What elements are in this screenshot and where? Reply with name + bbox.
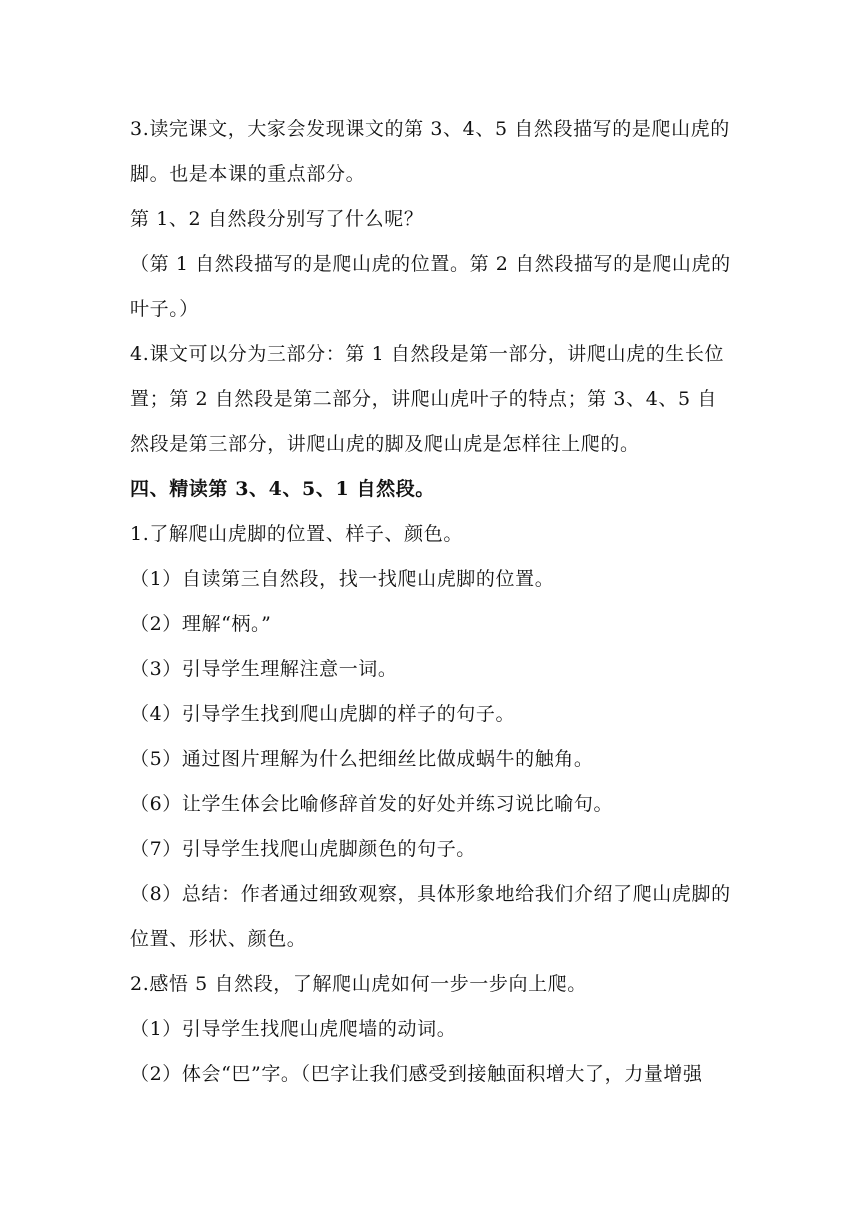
list-item-ba-character: （2）体会“巴”字。（巴字让我们感受到接触面积增大了，力量增强 [130,1063,703,1085]
list-item-2: （2）理解“柄。” [130,613,272,635]
section-heading-close-reading: 四、精读第 3、4、5、1 自然段。 [130,478,435,500]
list-item-verbs: （1）引导学生找爬山虎爬墙的动词。 [130,1018,457,1040]
list-item-7: （7）引导学生找爬山虎脚颜色的句子。 [130,838,476,860]
list-item-4: （4）引导学生找到爬山虎脚的样子的句子。 [130,703,516,725]
list-item-1: （1）自读第三自然段，找一找爬山虎脚的位置。 [130,568,555,590]
paragraph-reading-discovery: 3.读完课文，大家会发现课文的第 3、4、5 自然段描写的是爬山虎的脚。也是本课的重点部分。 [130,118,730,185]
paragraph-question-1-2: 第 1、2 自然段分别写了什么呢？ [130,208,424,230]
list-item-8-summary: （8）总结：作者通过细致观察，具体形象地给我们介绍了爬山虎脚的位置、形状、颜色。 [130,883,731,950]
paragraph-foot-position: 1.了解爬山虎脚的位置、样子、颜色。 [130,523,463,545]
document-body [130,107,732,1097]
list-item-5: （5）通过图片理解为什么把细丝比做成蜗牛的触角。 [130,748,594,770]
paragraph-answer-1-2: （第 1 自然段描写的是爬山虎的位置。第 2 自然段描写的是爬山虎的叶子。） [130,253,731,320]
paragraph-climbing-steps: 2.感悟 5 自然段，了解爬山虎如何一步一步向上爬。 [130,973,587,995]
paragraph-text-structure: 4.课文可以分为三部分：第 1 自然段是第一部分，讲爬山虎的生长位置；第 2 自然段是第二部分，讲爬山虎叶子的特点；第 3、4、5 自然段是第三部分，讲爬山虎的脚及爬山虎是怎样往上爬的。 [130,343,725,455]
list-item-3: （3）引导学生理解注意一词。 [130,658,398,680]
list-item-6: （6）让学生体会比喻修辞首发的好处并练习说比喻句。 [130,793,614,815]
